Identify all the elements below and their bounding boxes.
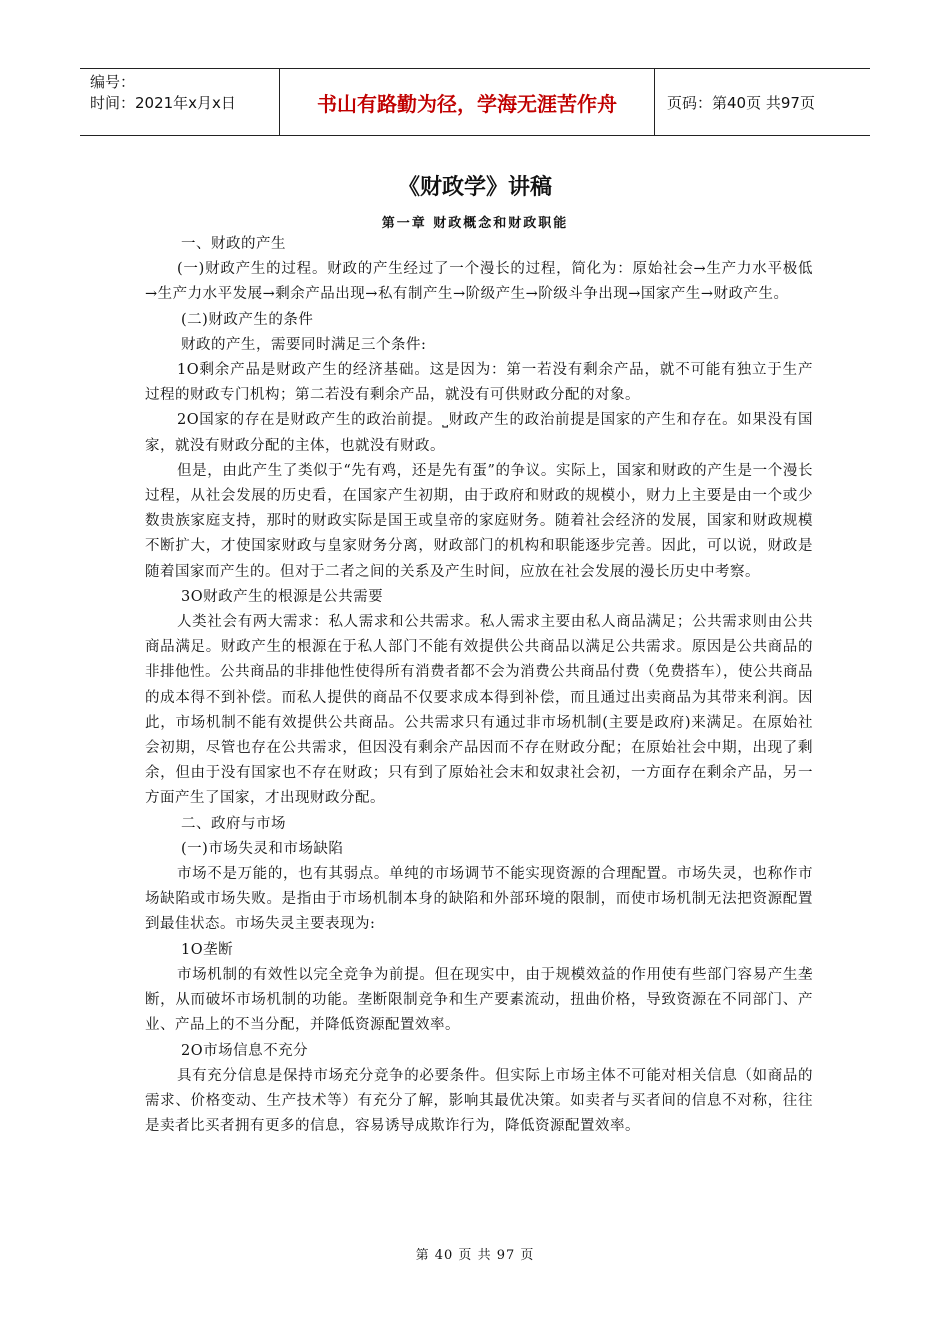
- section-heading: 二、政府与市场: [181, 815, 286, 832]
- subsection-heading: 3O财政产生的根源是公共需要: [181, 588, 384, 605]
- chapter-heading: 第一章 财政概念和财政职能: [381, 216, 569, 231]
- header-left-cell: [80, 69, 280, 135]
- subsection-heading: 1O垄断: [181, 941, 234, 958]
- section-heading: 一、财政的产生: [181, 236, 286, 252]
- paragraph: (一)财政产生的过程。财政的产生经过了一个漫长的过程，简化为：原始社会→生产力水平极低→生产力水平发展→剩余产品出现→私有制产生→阶级产生→阶级斗争出现→国家产生→财政产生。: [145, 261, 813, 303]
- paragraph: 1O剩余产品是财政产生的经济基础。这是因为：第一若没有剩余产品，就不可能有独立于生产过程的财政专门机构；第二若没有剩余产品，就没有可供财政分配的对象。: [145, 362, 813, 404]
- page-info: 页码：第40页 共97页: [667, 93, 815, 112]
- page-footer: 第 40 页 共 97 页: [415, 1248, 535, 1263]
- subsection-heading: 2O市场信息不充分: [181, 1042, 309, 1059]
- paragraph: 但是，由此产生了类似于“先有鸡，还是先有蛋”的争议。实际上，国家和财政的产生是一个漫长过程，从社会发展的历史看，在国家产生初期，由于政府和财政的规模小，财力上主要是由一个或少数贵族家庭支持，那时的财政实际是国王或皇帝的家庭财务。随着社会经济的发展，国家和财政规模不断扩大，才使国家财政与皇家财务分离，财政部门的机构和职能逐步完善。因此，可以说，财政是随着国家而产生的。但对于二者之间的关系及产生时间，应放在社会发展的漫长历史中考察。: [145, 462, 813, 580]
- time-label: 时间：2021年x月x日: [90, 94, 236, 112]
- paragraph: 市场不是万能的，也有其弱点。单纯的市场调节不能实现资源的合理配置。市场失灵，也称作市场缺陷或市场失败。是指由于市场机制本身的缺陷和外部环境的限制，而使市场机制无法把资源配置到最佳状态。市场失灵主要表现为:: [145, 866, 813, 933]
- subsection-heading: (二)财政产生的条件: [181, 311, 314, 328]
- paragraph: 具有充分信息是保持市场充分竞争的必要条件。但实际上市场主体不可能对相关信息（如商品的需求、价格变动、生产技术等）有充分了解，影响其最优决策。如卖者与买者间的信息不对称，往往是卖者比买者拥有更多的信息，容易诱导成欺诈行为，降低资源配置效率。: [145, 1067, 813, 1135]
- subsection-heading: (一)市场失灵和市场缺陷: [181, 840, 344, 857]
- paragraph: 2O国家的存在是财政产生的政治前提。⎵财政产生的政治前提是国家的产生和存在。如果没有国家，就没有财政分配的主体，也就没有财政。: [145, 412, 813, 454]
- document-title: 《财政学》讲稿: [397, 175, 552, 200]
- paragraph: 财政的产生，需要同时满足三个条件:: [181, 336, 427, 353]
- motto: 书山有路勤为径，学海无涯苦作舟: [280, 69, 655, 135]
- body-text: [145, 232, 813, 1139]
- paragraph: 市场机制的有效性以完全竞争为前提。但在现实中，由于规模效益的作用使有些部门容易产生垄断，从而破坏市场机制的功能。垄断限制竞争和生产要素流动，扭曲价格，导致资源在不同部门、产业、产品上的不当分配，并降低资源配置效率。: [145, 966, 813, 1034]
- number-label: 编号：: [90, 73, 136, 91]
- paragraph: 人类社会有两大需求：私人需求和公共需求。私人需求主要由私人商品满足；公共需求则由公共商品满足。财政产生的根源在于私人部门不能有效提供公共商品以满足公共需求。原因是公共商品的非排他性。公共商品的非排他性使得所有消费者都不会为消费公共商品付费（免费搭车），使公共商品的成本得不到补偿。而私人提供的商品不仅要求成本得到补偿，而且通过出卖商品为其带来利润。因此，市场机制不能有效提供公共商品。公共需求只有通过非市场机制(主要是政府)来满足。在原始社会初期，尽管也存在公共需求，但因没有剩余产品因而不存在财政分配；在原始社会中期，出现了剩余，但由于没有国家也不存在财政；只有到了原始社会末和奴隶社会初，一方面存在剩余产品，另一方面产生了国家，才出现财政分配。: [145, 614, 813, 807]
- header-table: [80, 68, 870, 136]
